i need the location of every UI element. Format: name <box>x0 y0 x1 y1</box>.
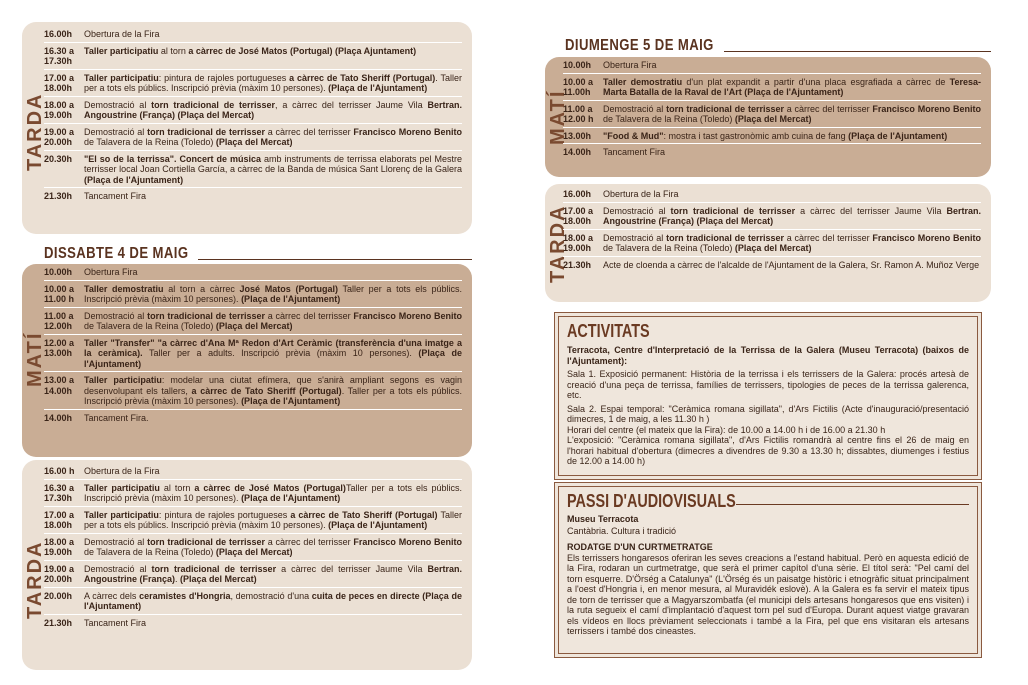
schedule-time: 14.00h <box>44 412 73 423</box>
schedule-row <box>563 233 981 257</box>
schedule-time: 16.00 h <box>44 466 75 476</box>
schedule-description: Obertura de la Fira <box>603 189 679 199</box>
audiovisuals-title: PASSI D'AUDIOVISUALS <box>567 491 736 511</box>
schedule-description: Demostració al torn tradicional de terrisser a càrrec del terrisser Jaume Vila Bertran. Angoustrine (França) (Plaça del Mercat) <box>603 205 981 226</box>
schedule-time: 18.00 a 19.00h <box>44 536 75 557</box>
schedule-row <box>44 483 462 507</box>
schedule-description: Demostració al torn tradicional de terrisser, a càrrec del terrisser Jaume Vila Bertran. Angoustrine (França) (Plaça del Mercat) <box>84 99 462 120</box>
saturday-tarda-panel <box>22 460 472 670</box>
saturday-mati-panel <box>22 264 472 457</box>
schedule-time: 18.00 a 19.00h <box>44 99 75 120</box>
side-label: TARDA <box>24 540 46 620</box>
activitats-box <box>554 312 982 480</box>
schedule-time: 11.00 a 12.00 h <box>563 103 594 124</box>
schedule-row <box>563 104 981 128</box>
schedule-time: 17.00 a 18.00h <box>44 72 75 93</box>
schedule-description: Obertura de la Fira <box>84 29 160 39</box>
schedule-row <box>44 154 462 189</box>
schedule-time: 20.00h <box>44 590 73 601</box>
schedule-description: Demostració al torn tradicional de terrisser a càrrec del terrisser Francisco Moreno Benito de Talavera de la Reina (Toledo) (Plaça del Mercat) <box>84 536 462 557</box>
schedule-row <box>563 77 981 101</box>
schedule-description: Taller participatiu: modelar una ciutat efímera, que s'anirà ampliant segons es vagin desenvolupant els tallers, a càrrec de Tato Sheriff (Portugal). Taller per a tots els públics. Inscripció prèvia (màxim 10 persones). (Plaça de l'Ajuntament) <box>84 375 462 406</box>
schedule-row <box>44 311 462 335</box>
side-label: MATÍ <box>24 331 46 387</box>
activitats-sala1: Sala 1. Exposició permanent: Història de la terrissa i els terrissers de la Galera: procés artesà de creació d'una peça de terrissa, famílies de terrissers, tipologies de peces de la terrissa galerenca, etc. <box>567 369 969 400</box>
schedule-time: 13.00h <box>563 130 592 141</box>
schedule-description: Tancament Fira <box>84 617 147 628</box>
schedule-time: 11.00 a 12.00h <box>44 310 74 331</box>
schedule-row <box>44 413 462 424</box>
schedule-time: 13.00 a 14.00h <box>44 375 75 396</box>
activitats-horari: Horari del centre (el mateix que la Fira): de 10.00 a 14.00 h i de 16.00 a 21.30 h <box>567 424 886 435</box>
schedule-time: 12.00 a 13.00h <box>44 337 75 358</box>
schedule-row <box>44 537 462 561</box>
sunday-mati-panel <box>545 57 991 177</box>
schedule-time: 21.30h <box>44 191 73 201</box>
schedule-description: Taller demostratiu al torn a càrrec José Matos (Portugal) Taller per a tots els públics. Inscripció prèvia (màxim 10 persones). (Plaça de l'Ajuntament) <box>84 283 462 304</box>
schedule-rows <box>44 29 462 205</box>
schedule-time: 16.30 a 17.30h <box>44 45 75 66</box>
schedule-row <box>44 618 462 629</box>
schedule-description: Tancament Fira. <box>84 412 149 423</box>
schedule-row <box>44 338 462 373</box>
schedule-time: 16.00h <box>44 29 73 39</box>
activitats-intro: Terracota, Centre d'Interpretació de la Terrissa de la Galera (Museu Terracota) (baixos de l'Ajuntament): <box>567 345 969 366</box>
schedule-row <box>44 284 462 308</box>
schedule-row <box>44 46 462 70</box>
schedule-description: Obertura de la Fira <box>84 466 160 476</box>
schedule-rows <box>44 466 462 631</box>
schedule-description: "Food & Mud": mostra i tast gastronòmic amb cuina de fang (Plaça de l'Ajuntament) <box>603 130 948 141</box>
schedule-row <box>44 510 462 534</box>
schedule-row <box>563 131 981 145</box>
schedule-description: Taller participatiu: pintura de rajoles portugueses a càrrec de Tato Sheriff (Portugal). Taller per a tots els públics. Inscripció prèvia (màxim 10 persones). (Plaça de l'Ajuntament) <box>84 72 462 93</box>
side-label: MATÍ <box>547 89 569 145</box>
schedule-description: Taller participatiu al torn a càrrec de José Matos (Portugal) (Plaça Ajuntament) <box>84 45 417 56</box>
schedule-description: Demostració al torn tradicional de terrisser a càrrec del terrisser Francisco Moreno Benito de Talavera de la Reina (Toledo) (Plaça del Mercat) <box>603 232 981 253</box>
schedule-description: Demostració al torn tradicional de terrisser a càrrec del terrisser Jaume Vila Bertran. Angoustrine (França). (Plaça del Mercat) <box>84 563 462 584</box>
schedule-time: 10.00h <box>44 267 73 277</box>
schedule-time: 14.00h <box>563 147 592 157</box>
schedule-row <box>44 191 462 202</box>
schedule-description: Taller participatiu al torn a càrrec de José Matos (Portugal)Taller per a tots els públics. Inscripció prèvia (màxim 10 persones). (Plaça de l'Ajuntament) <box>84 482 462 503</box>
audiovisuals-venue: Museu Terracota <box>567 514 639 524</box>
day-title: DIUMENGE 5 DE MAIG <box>565 37 714 54</box>
schedule-time: 10.00 a 11.00 h <box>44 283 75 304</box>
schedule-row <box>563 260 981 271</box>
activitats-title: ACTIVITATS <box>567 321 650 341</box>
schedule-description: Demostració al torn tradicional de terrisser a càrrec del terrisser Francisco Moreno Benito de Talavera de la Reina (Toledo) (Plaça del Mercat) <box>84 126 462 147</box>
sunday-tarda-panel <box>545 184 991 302</box>
schedule-description: Demostració al torn tradicional de terrisser a càrrec del terrisser Francisco Moreno Benito de Talavera de la Reina (Toledo) (Plaça del Mercat) <box>84 310 462 331</box>
schedule-row <box>44 29 462 43</box>
schedule-row <box>44 100 462 124</box>
schedule-description: Taller participatiu: pintura de rajoles portugueses a càrrec de Tato Sheriff (Portugal) Taller per a tots els públics. Inscripció prèvia (màxim 10 persones). (Plaça de l'Ajuntament) <box>84 509 462 530</box>
schedule-row <box>563 206 981 230</box>
schedule-description: Acte de cloenda a càrrec de l'alcalde de l'Ajuntament de la Galera, Sr. Ramon A. Muñoz Verge <box>603 259 980 270</box>
schedule-rows <box>44 267 462 426</box>
schedule-description: Taller "Transfer" "a càrrec d'Ana Mª Redon d'Art Ceràmic (transferència d'una imatge a la ceràmica). Taller per a adults. Inscripció prèvia (màxim 10 persones). (Plaça de l'Ajuntament) <box>84 337 462 369</box>
schedule-row <box>44 591 462 615</box>
audiovisuals-body: Els terrissers hongaresos oferiran les seves creacions a l'estand habitual. Però en aquesta edició de la Fira, rodaran un curtmetratge, que serà el primer capítol d'una sèrie. El títol serà: "Pel camí del torn esquerre. D'Örség a Catalunya" (L'Örség és un paisatge històric i etnogràfic situat principalment a l'oest d'Hongria i, en menor mesura, al Muravidék eslovè). A la Galera es fa servir el mateix tipus de torn de terrisser que a Magyarszombatfa (el municipi dels artesans hongaresos que ens visiten) i la ruta segueix el camí d'implantació d'aquest torn pel sud d'Europa. Durant aquest viatge gravaran els vídeos en llocs prèviament seleccionats i també a la Fira, pel que ens visitaran els artesans terrissers i també dos cineastes. <box>567 552 969 636</box>
schedule-row <box>563 60 981 74</box>
schedule-rows <box>563 189 981 273</box>
schedule-row <box>44 73 462 97</box>
schedule-time: 16.30 a 17.30h <box>44 482 75 503</box>
friday-tarda-panel <box>22 22 472 234</box>
schedule-description: Demostració al torn tradicional de terrisser a càrrec del terrisser Francisco Moreno Benito de Talavera de la Reina (Toledo) (Plaça del Mercat) <box>603 103 981 124</box>
schedule-row <box>44 466 462 480</box>
schedule-time: 17.00 a 18.00h <box>563 205 594 226</box>
schedule-time: 18.00 a 19.00h <box>563 232 594 253</box>
saturday-heading <box>44 243 472 263</box>
schedule-description: Tancament Fira <box>603 147 666 157</box>
schedule-description: Obertura Fira <box>84 267 138 277</box>
schedule-row <box>44 267 462 281</box>
schedule-description: Obertura Fira <box>603 60 657 70</box>
schedule-time: 17.00 a 18.00h <box>44 509 75 530</box>
sunday-heading <box>565 35 991 55</box>
schedule-description: "El so de la terrissa". Concert de música amb instruments de terrissa elaborats pel Mestre terrisser local Joan Cortiella García, a càrrec de la Banda de música Sant Llorenç de la Galera (Plaça de l'Ajuntament) <box>84 153 462 185</box>
audiovisuals-subtitle: RODATGE D'UN CURTMETRATGE <box>567 542 713 552</box>
schedule-description: Taller demostratiu d'un plat expandit a partir d'una placa esgrafiada a càrrec de Teresa-Marta Batalla de la Raval de l'Art (Plaça de l'Ajuntament) <box>603 76 981 97</box>
schedule-row <box>44 564 462 588</box>
schedule-row <box>563 147 981 158</box>
schedule-row <box>563 189 981 203</box>
schedule-description: A càrrec dels ceramistes d'Hongria, demostració d'una cuita de peces en directe (Plaça de l'Ajuntament) <box>84 590 462 611</box>
schedule-rows <box>563 60 981 161</box>
audiovisuals-box <box>554 482 982 658</box>
activitats-sala2: Sala 2. Espai temporal: "Ceràmica romana sigillata", d'Ars Fictilis (Acte d'inauguració/presentació dimecres, 1 de maig, a les 11.30 h ) <box>567 403 969 424</box>
schedule-time: 20.30h <box>44 153 73 164</box>
schedule-row <box>44 375 462 410</box>
schedule-time: 10.00 a 11.00h <box>563 76 594 97</box>
schedule-row <box>44 127 462 151</box>
schedule-time: 21.30h <box>563 259 592 270</box>
schedule-time: 19.00 a 20.00h <box>44 563 75 584</box>
activitats-exposicio: L'exposició: "Ceràmica romana sigillata", d'Ars Fictilis romandrà al centre fins el 26 de maig en l'horari habitual d'obertura (dimecres a divendres de 9.30 a 13.30 h; dissabtes, diumenges i festius de 12.00 a 14.00 h) <box>567 435 969 466</box>
schedule-description: Tancament Fira <box>84 191 147 201</box>
schedule-time: 10.00h <box>563 60 592 70</box>
schedule-time: 21.30h <box>44 617 73 628</box>
schedule-time: 19.00 a 20.00h <box>44 126 75 147</box>
schedule-time: 16.00h <box>563 189 592 199</box>
side-label: TARDA <box>547 204 569 284</box>
day-title: DISSABTE 4 DE MAIG <box>44 245 189 262</box>
audiovisuals-film: Cantàbria. Cultura i tradició <box>567 525 677 536</box>
side-label: TARDA <box>24 92 46 172</box>
